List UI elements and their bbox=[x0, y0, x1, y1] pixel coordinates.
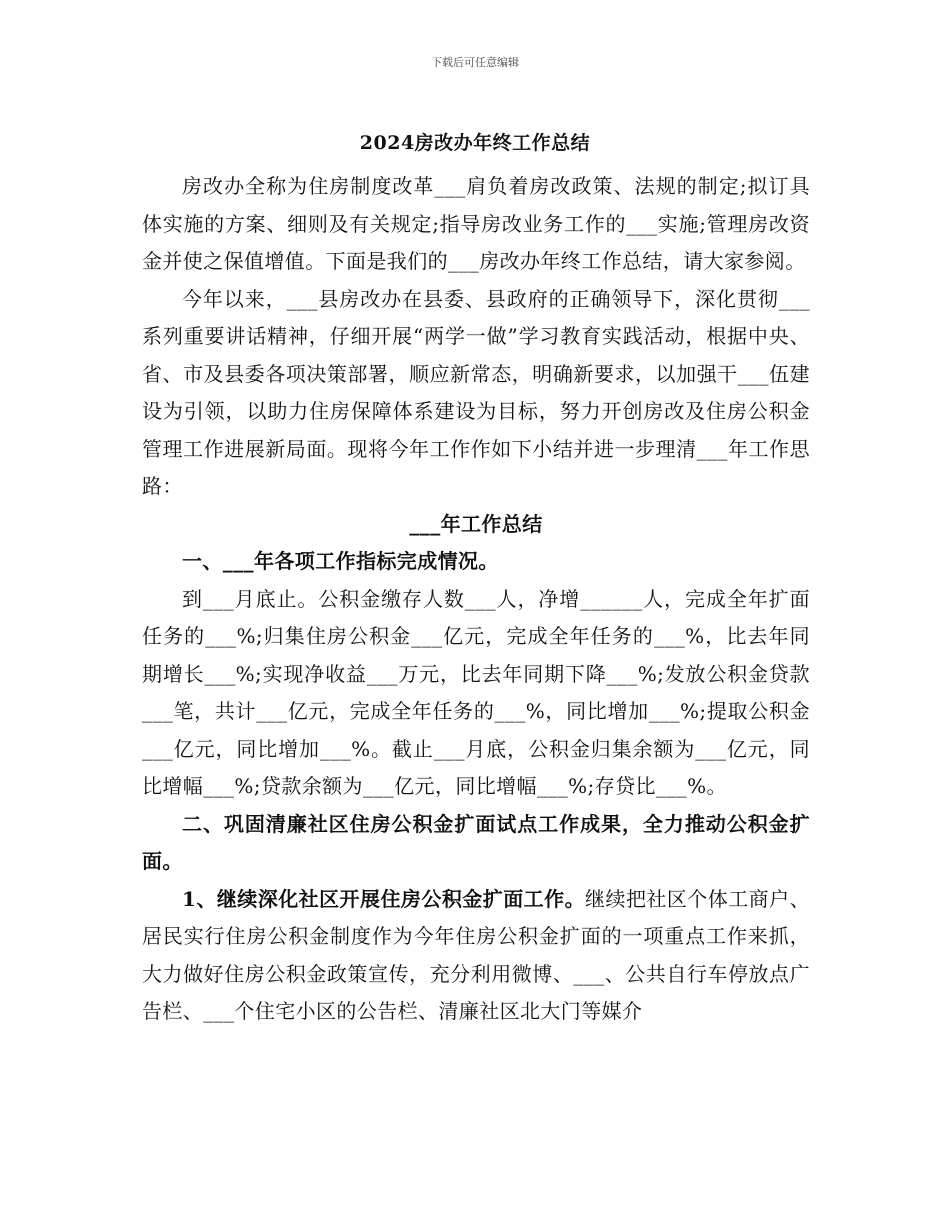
section-heading-expansion: 二、巩固清廉社区住房公积金扩面试点工作成果，全力推动公积金扩面。 bbox=[142, 811, 810, 873]
subsection-lead: 1、继续深化社区开展住房公积金扩面工作。 bbox=[182, 886, 586, 911]
page-header-note: 下载后可任意编辑 bbox=[431, 56, 519, 69]
section-heading-summary: ___年工作总结 bbox=[409, 511, 543, 536]
document-body bbox=[142, 168, 810, 1031]
indicators-paragraph: 到___月底止。公积金缴存人数___人，净增______人，完成全年扩面任务的___%;归集住房公积金___亿元，完成全年任务的___%，比去年同期增长___%;实现净收益___万元，比去年同期下降___%;发放公积金贷款___笔，共计___亿元，完成全年任务的___%，同比增加___%;提取公积金___亿元，同比增加___%。截止___月底，公积金归集余额为___亿元，同比增幅___%;贷款余额为___亿元，同比增幅___%;存贷比___%。 bbox=[142, 586, 810, 798]
subsection-body: 继续把社区个体工商户、居民实行住房公积金制度作为今年住房公积金扩面的一项重点工作来抓，大力做好住房公积金政策宣传，充分利用微博、___、公共自行车停放点广告栏、___个住宅小区的公告栏、清廉社区北大门等媒介 bbox=[142, 886, 810, 1023]
community-expansion-paragraph bbox=[142, 881, 810, 1031]
document-title: 2024房改办年终工作总结 bbox=[359, 132, 591, 154]
overview-paragraph: 今年以来，___县房改办在县委、县政府的正确领导下，深化贯彻___系列重要讲话精神，仔细开展“两学一做”学习教育实践活动，根据中央、省、市及县委各项决策部署，顺应新常态，明确新要求，以加强干___伍建设为引领，以助力住房保障体系建设为目标，努力开创房改及住房公积金管理工作进展新局面。现将今年工作作如下小结并进一步理清___年工作思路： bbox=[142, 286, 810, 498]
intro-paragraph: 房改办全称为住房制度改革___肩负着房改政策、法规的制定;拟订具体实施的方案、细则及有关规定;指导房改业务工作的___实施;管理房改资金并使之保值增值。下面是我们的___房改办年终工作总结，请大家参阅。 bbox=[142, 174, 810, 273]
section-heading-indicators: 一、___年各项工作指标完成情况。 bbox=[182, 549, 499, 573]
